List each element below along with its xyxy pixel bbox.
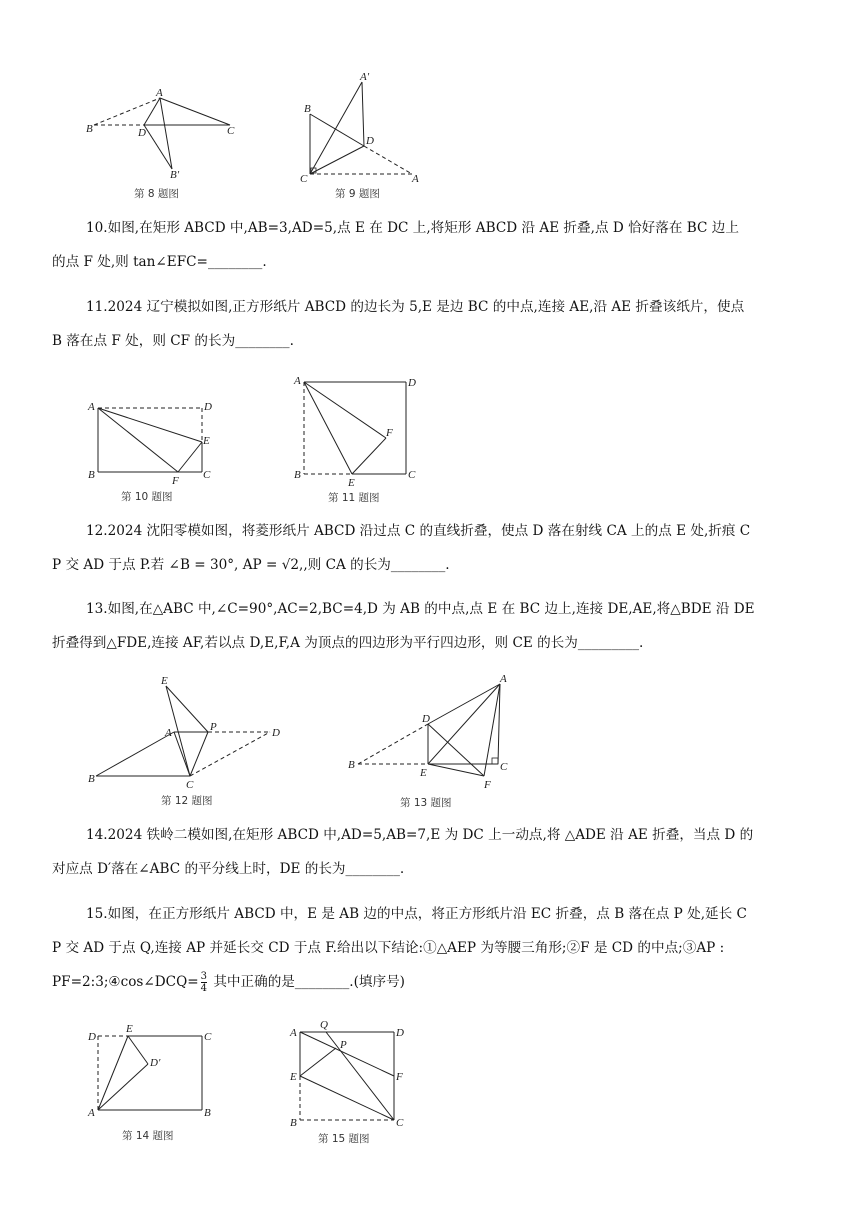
fig11-label-D: D: [408, 377, 416, 389]
fig10-label-C: C: [203, 469, 211, 481]
fig9-label-B: B: [304, 103, 311, 115]
figure-14-caption: 第 14 题图: [122, 1130, 174, 1142]
problem-12: [52, 514, 812, 582]
fig9-label-D: D: [366, 135, 374, 147]
figure-9-caption: 第 9 题图: [335, 188, 380, 200]
figure-15-diagram: [286, 1018, 416, 1128]
fig15-label-P: P: [340, 1039, 347, 1051]
fraction-numerator: 3: [200, 971, 207, 982]
figure-11-diagram: [290, 372, 422, 492]
figure-8-caption: 第 8 题图: [134, 188, 179, 200]
fig15-label-C: C: [396, 1117, 404, 1128]
figure-11: [290, 372, 422, 492]
figure-13-caption: 第 13 题图: [400, 797, 452, 809]
fig10-label-A: A: [88, 401, 95, 413]
figure-12-diagram: [84, 672, 290, 792]
fig8-label-A: A: [156, 87, 163, 99]
fig10-label-E: E: [203, 435, 210, 447]
problem-12-line-1: 12.2024 沈阳零模如图，将菱形纸片 ABCD 沿过点 C 的直线折叠，使点 D 落在射线 CA 上的点 E 处,折痕 C: [86, 523, 751, 539]
figure-10-caption: 第 10 题图: [121, 491, 173, 503]
fig12-label-E: E: [161, 675, 168, 687]
fig9-label-Ap: A′: [360, 71, 370, 83]
fig15-label-A: A: [290, 1027, 297, 1039]
problem-13: [52, 592, 812, 660]
fig8-label-B: B: [86, 123, 93, 135]
problem-14-line-1: 14.2024 铁岭二模如图,在矩形 ABCD 中,AD=5,AB=7,E 为 DC 上一动点,将 △ADE 沿 AE 折叠，当点 D 的: [86, 827, 754, 843]
figure-10: [86, 396, 218, 488]
problem-11-line-1: 11.2024 辽宁模拟如图,正方形纸片 ABCD 的边长为 5,E 是边 BC 的中点,连接 AE,沿 AE 折叠该纸片，使点: [86, 299, 745, 315]
fig11-label-C: C: [408, 469, 416, 481]
figure-11-caption: 第 11 题图: [328, 492, 380, 504]
problem-14: [52, 818, 812, 886]
figure-15-caption: 第 15 题图: [318, 1133, 370, 1145]
problem-11: [52, 290, 812, 358]
fig11-label-B: B: [294, 469, 301, 481]
fig10-label-B: B: [88, 469, 95, 481]
figure-9-diagram: [296, 66, 430, 184]
fig10-label-F: F: [172, 475, 179, 487]
fig14-label-Dp: D′: [150, 1057, 161, 1069]
fig14-label-B: B: [204, 1107, 211, 1118]
figure-13-diagram: [344, 672, 524, 794]
fig15-label-B: B: [290, 1117, 297, 1128]
figure-15: [286, 1018, 416, 1128]
fig15-label-Q: Q: [320, 1019, 328, 1031]
fig12-label-A: A: [165, 727, 172, 739]
fig12-label-P: P: [210, 721, 217, 733]
problem-11-line-2: B 落在点 F 处，则 CF 的长为________.: [52, 333, 294, 349]
fig13-label-B: B: [348, 759, 355, 771]
fig8-label-D: D: [138, 127, 146, 139]
problem-15: [52, 897, 812, 999]
fig15-label-D: D: [396, 1027, 404, 1039]
problem-13-line-2: 折叠得到△FDE,连接 AF,若以点 D,E,F,A 为顶点的四边形为平行四边形，则 CE 的长为_________.: [52, 635, 644, 651]
fig10-label-D: D: [204, 401, 212, 413]
fig8-label-C: C: [227, 125, 235, 137]
problem-13-line-1: 13.如图,在△ABC 中,∠C=90°,AC=2,BC=4,D 为 AB 的中点,点 E 在 BC 边上,连接 DE,AE,将△BDE 沿 DE: [86, 601, 755, 617]
fig12-label-B: B: [88, 773, 95, 785]
fig11-label-F: F: [386, 427, 393, 439]
problem-10-line-1: 10.如图,在矩形 ABCD 中,AB=3,AD=5,点 E 在 DC 上,将矩形 ABCD 沿 AE 折叠,点 D 恰好落在 BC 边上: [86, 220, 739, 236]
problem-12-line-2: P 交 AD 于点 P.若 ∠B = 30°, AP = √2,,则 CA 的长为________.: [52, 557, 450, 573]
figure-8: [82, 86, 252, 182]
fig14-label-C: C: [204, 1031, 212, 1043]
fig15-label-F: F: [396, 1071, 403, 1083]
fig13-label-D: D: [422, 713, 430, 725]
fraction-three-quarters: [201, 971, 207, 994]
fig12-label-D: D: [272, 727, 280, 739]
fig11-label-E: E: [348, 477, 355, 489]
figure-12-caption: 第 12 题图: [161, 795, 213, 807]
problem-10: [52, 211, 812, 279]
figure-13: [344, 672, 524, 794]
fraction-denominator: 4: [200, 983, 207, 994]
problem-15-line-2: P 交 AD 于点 Q,连接 AP 并延长交 CD 于点 F.给出以下结论:①△AEP 为等腰三角形;②F 是 CD 的中点;③AP :: [52, 940, 725, 956]
problem-10-line-2: 的点 F 处,则 tan∠EFC=________.: [52, 254, 267, 270]
problem-15-line-3: [52, 965, 812, 999]
problem-15-line-3-start: PF=2:3;④cos∠DCQ=: [52, 974, 199, 990]
figure-12: [84, 672, 290, 792]
fig13-label-A: A: [500, 673, 507, 685]
fig12-label-C: C: [186, 779, 194, 791]
fig9-label-C: C: [300, 173, 308, 184]
problem-15-line-1: 15.如图，在正方形纸片 ABCD 中，E 是 AB 边的中点，将正方形纸片沿 EC 折叠，点 B 落在点 P 处,延长 C: [86, 906, 747, 922]
fig13-label-C: C: [500, 761, 508, 773]
fig15-label-E: E: [290, 1071, 297, 1083]
figure-8-diagram: [82, 86, 252, 182]
figure-14: [84, 1022, 220, 1118]
figure-10-diagram: [86, 396, 218, 488]
figure-14-diagram: [84, 1022, 220, 1118]
problem-15-line-3-end: 其中正确的是________.(填序号): [209, 974, 405, 990]
problem-14-line-2: 对应点 D′落在∠ABC 的平分线上时，DE 的长为________.: [52, 861, 405, 877]
fig14-label-E: E: [126, 1023, 133, 1035]
fig14-label-D: D: [88, 1031, 96, 1043]
fig13-label-F: F: [484, 779, 491, 791]
fig14-label-A: A: [88, 1107, 95, 1118]
fig13-label-E: E: [420, 767, 427, 779]
fig8-label-Bp: B′: [170, 169, 180, 181]
figure-9: [296, 66, 430, 184]
fig11-label-A: A: [294, 375, 301, 387]
fig9-label-A: A: [412, 173, 419, 184]
